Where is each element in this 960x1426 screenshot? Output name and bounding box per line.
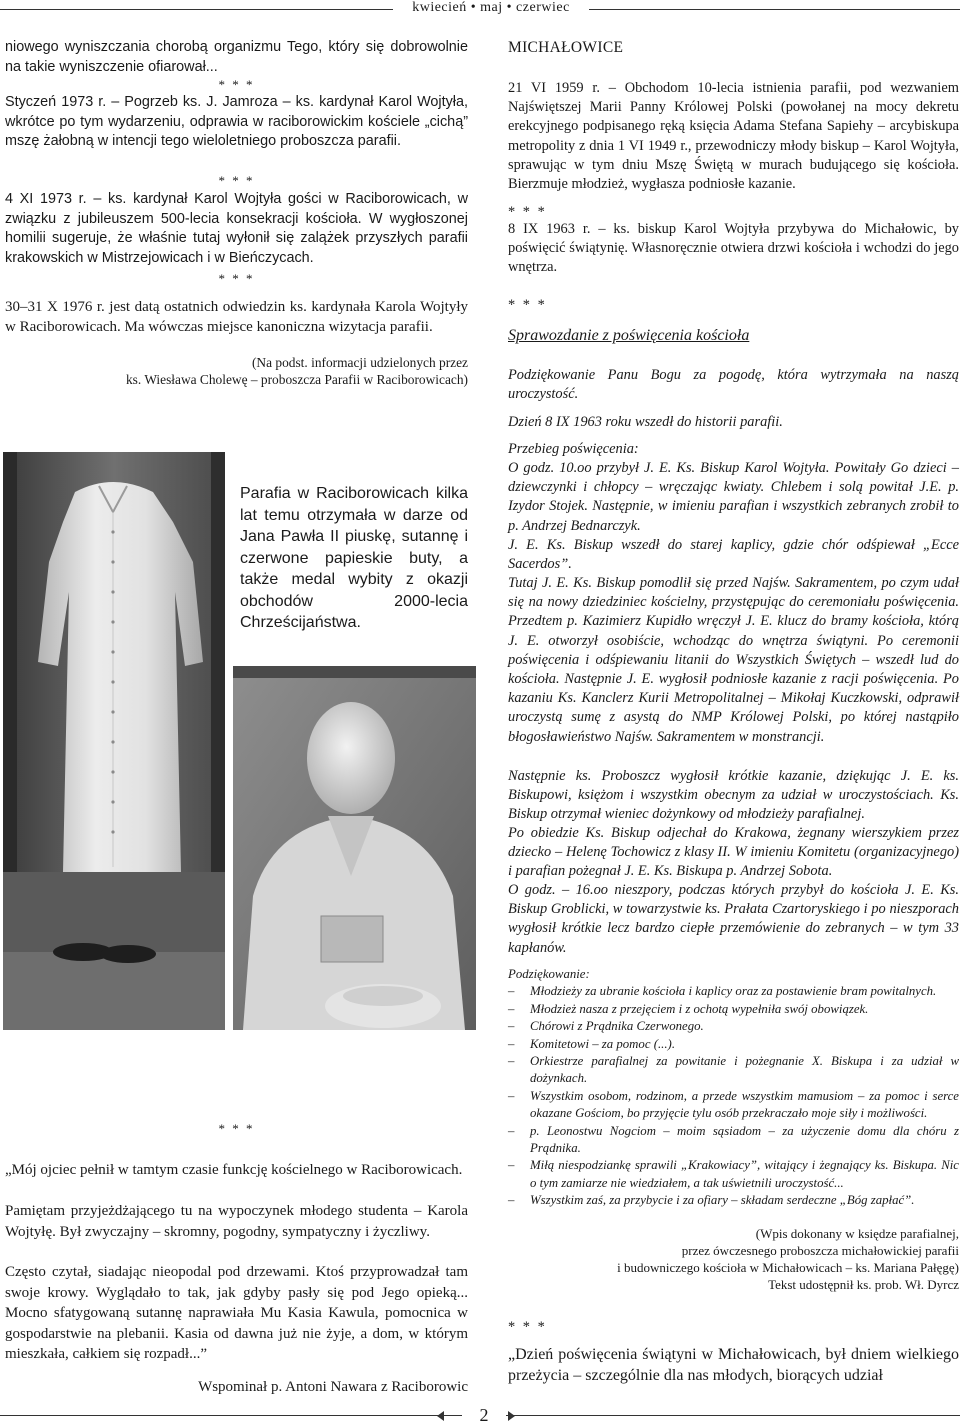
- list-item: – Orkiestrze parafialnej za powitanie i pożegnanie X. Biskupa i za udział w dożynkach.: [508, 1053, 959, 1088]
- footer-arrow-left-icon: [437, 1411, 444, 1421]
- header-rule-right: [589, 9, 960, 10]
- report-paragraph-8: Po obiedzie Ks. Biskup odjechał do Krakowa, żegnany wierszykiem przez dziecko – Helenę Tochowicz z klasy II. W imieniu Komitetu (organizacyjnego) i parafian pożegnał J. E. Ks. Biskupa p. Andrzej Sobota.: [508, 825, 959, 880]
- report-paragraph-6: Tutaj J. E. Ks. Biskup pomodlił się przed Najśw. Sakramentem, po czym udał się na nowy dziedziniec kościelny, przystępując do ceremoniału poświęcenia. Przedtem p. Kazimierz Kupidło wręczył J. E. klucz do bramy kościoła, którą J. E. otworzył osobiście, wchodząc do wnętrza świątyni. Po ceremonii poświęcenia i odśpiewaniu litanii do Wszystkich Świętych – wszedł lud do kościoła. Następnie J. E. wygłosił podniosłe kazanie z racji poświęcenia. Po kazaniu Ks. Kanclerz Kurii Metropolitalnej – Mikołaj Kuczkowski, odprawił uroczystą sumę z asystą do NMP Królowej Polski, po której nastąpiło błogosławieństwo Najśw. Sakramentem w monstrancji.: [508, 575, 959, 745]
- report-paragraph-5: J. E. Ks. Biskup wszedł do starej kaplicy, gdzie chór odśpiewał „Ecce Sacerdos”.: [508, 537, 959, 573]
- list-item: – Młodzieży za ubranie kościoła i kaplicy oraz za postawienie bram powitalnych.: [508, 983, 959, 1000]
- note-line: przez ówczesnego proboszcza michałowickiej parafii: [681, 1243, 959, 1258]
- source-note-line-1: (Na podst. informacji udzielonych przez: [251, 355, 468, 370]
- left-paragraph-4: 30–31 X 1976 r. jest datą ostatnich odwiedzin ks. kardynała Karola Wojtyły w Raciborowicach. Ma wówczas miejsce kanoniczna wizytacja parafii.: [5, 299, 468, 335]
- section-divider: * * *: [508, 1319, 547, 1335]
- list-item: – Komitetowi – za pomoc (...).: [508, 1036, 959, 1053]
- left-paragraph-2: Styczeń 1973 r. – Pogrzeb ks. J. Jamroza – ks. kardynał Karol Wojtyła, wkrótce po tym wydarzeniu, odprawia w raciborowickim kościele „cichą” mszę żałobną w intencji tego wieloletniego proboszcza parafii.: [5, 94, 468, 149]
- quote-paragraph-2: Pamiętam przyjeżdżającego tu na wypoczynek młodego studenta – Karola Wojtyłę. Był zwyczajny – skromny, pogodny, sympatyczny i życzliwy.: [5, 1203, 468, 1240]
- list-item: – Chórowi z Prądnika Czerwonego.: [508, 1018, 959, 1035]
- bust-photo: [233, 666, 476, 1030]
- issue-header: kwiecień • maj • czerwiec: [412, 0, 570, 15]
- cassock-photo: [3, 452, 225, 1030]
- right-paragraph-1: 21 VI 1959 r. – Obchodom 10-lecia istnienia parafii, pod wezwaniem Najświętszej Marii Panny Królowej Polski (powołanej na mocy dekretu erekcyjnego podpisanego ręką księcia Adama Stefana Sapiehy – arcybiskupa metropolity z dnia 1 VI 1949 r., przewodniczy młody biskup – Karol Wojtyła, sprawując w tym dniu Mszę Świętą w murach budującego się kościoła. Bierzmuje młodzież, wygłasza podniosłe kazanie.: [508, 80, 959, 193]
- note-line: i budowniczego kościoła w Michałowicach – ks. Mariana Pałęgę): [617, 1260, 959, 1275]
- section-divider: * * *: [218, 1121, 255, 1136]
- page-number: 2: [479, 1405, 489, 1425]
- list-item: – Wszystkim osobom, rodzinom, a przede wszystkim mamusiom – za pomoc i serce okazane Gościom, bo przyjęcie tylu osób przekraczało moje siły i możliwości.: [508, 1088, 959, 1123]
- note-line: (Wpis dokonany w księdze parafialnej,: [755, 1226, 959, 1241]
- section-heading: MICHAŁOWICE: [508, 39, 624, 56]
- quote-paragraph-1: „Mój ojciec pełnił w tamtym czasie funkcję kościelnego w Raciborowicach.: [5, 1162, 463, 1178]
- list-item: – Młodzież nasza z przejęciem i z ochotą wypełniła swój obowiązek.: [508, 1001, 959, 1018]
- list-item: – Wszystkim zaś, za przybycie i za ofiary – składam serdeczne „Bóg zapłać”.: [508, 1192, 959, 1209]
- section-divider: * * *: [508, 297, 547, 313]
- report-title: Sprawozdanie z poświęcenia kościoła: [508, 327, 750, 344]
- thanks-list: [508, 983, 959, 1209]
- report-paragraph-9: O godz. – 16.oo nieszpory, podczas których przybył do kościoła J. E. Ks. Biskup Groblicki, w towarzystwie ks. Prałata Czartoryskiego i po nieszporach wygłosił krótkie lecz bardzo ciepłe przemówienie do zebranych – w tym 33 kapłanów.: [508, 882, 959, 956]
- note-line: Tekst udostępnił ks. prob. Wł. Dyrcz: [768, 1277, 959, 1292]
- photo-caption: Parafia w Raciborowicach kilka lat temu otrzymała w darze od Jana Pawła II piuskę, sutannę i czerwone papieskie buty, a także medal wybity z okazji obchodów 2000-lecia Chrześcijaństwa.: [240, 485, 468, 631]
- report-paragraph-3: Przebieg poświęcenia:: [508, 441, 639, 457]
- quote-attribution: Wspominał p. Antoni Nawara z Raciborowic: [198, 1379, 468, 1395]
- report-paragraph-4: O godz. 10.oo przybył J. E. Ks. Biskup Karol Wojtyła. Powitały Go dzieci – dziewczynki i chłopcy – wręczając kwiaty. Chlebem i solą powitał J.E. p. Izydor Stojek. Następnie, w imieniu parafian i wszystkich zebranych zrobił to p. Andrzej Bednarczyk.: [508, 460, 959, 534]
- section-divider: * * *: [508, 204, 547, 220]
- left-paragraph-3: 4 XI 1973 r. – ks. kardynał Karol Wojtyła gości w Raciborowicach, w związku z jubileuszem 500-lecia konsekracji kościoła. W wygłoszonej homilii sugeruje, że właśnie tutaj wyłonił się zalążek przyszłych parafii krakowskich w Mistrzejowicach i w Bieńczycach.: [5, 191, 468, 266]
- list-item: – Miłą niespodziankę sprawili „Krakowiacy”, witający i żegnający ks. Biskupa. Nic o tym zamiarze nie wiedziałem, a tak uświetnili uroczystość...: [508, 1157, 959, 1192]
- report-paragraph-1: Podziękowanie Panu Bogu za pogodę, która wytrzymała na naszą uroczystość.: [508, 367, 959, 403]
- cassock-image: [3, 452, 225, 1030]
- list-item: – p. Leonostwu Nogciom – moim sąsiadom – za użyczenie domu dla chóru z Prądnika.: [508, 1123, 959, 1158]
- section-divider: * * *: [218, 271, 255, 286]
- footer-rule-left: [0, 1415, 462, 1416]
- section-divider: * * *: [218, 77, 255, 92]
- source-note-line-2: ks. Wiesława Cholewę – proboszcza Parafii w Raciborowicach): [125, 372, 468, 387]
- left-paragraph-1: niowego wyniszczania chorobą organizmu Tego, który się dobrowolnie na takie wyniszczenie ofiarował...: [5, 39, 468, 75]
- quote-paragraph-3: Często czytał, siadając nieopodal pod drzewami. Ktoś przyprowadzał tam swoje krowy. Wyglądało to tak, jak gdyby pasły się pod Jego opieką... Mocno sfatygowaną sutannę naprawiała Mu Kasia Kawula, pomocnica w gospodarstwie na plebanii. Kasia od dawna już nie żyje, a dom, w którym mieszkała, całkiem się rozpadł...”: [5, 1264, 468, 1362]
- thanks-title: Podziękowanie:: [508, 967, 590, 981]
- report-paragraph-7: Następnie ks. Proboszcz wygłosił krótkie kazanie, dziękując J. E. ks. Biskupowi, księżom i wszystkim obecnym za udział w uroczystościach. Ks. Biskup otrzymał wieniec dożynkowy od młodzieży parafialnej.: [508, 768, 959, 823]
- parish-book-note: [508, 1225, 959, 1293]
- footer-arrow-right-icon: [508, 1411, 515, 1421]
- header-rule-left: [0, 9, 393, 10]
- right-paragraph-2: 8 IX 1963 r. – ks. biskup Karol Wojtyła przybywa do Michałowic, by poświęcić świątynię. Własnoręcznie otwiera drzwi kościoła i wchodzi do jego wnętrza.: [508, 221, 959, 276]
- report-paragraph-2: Dzień 8 IX 1963 roku wszedł do historii parafii.: [508, 414, 783, 430]
- closing-quote: „Dzień poświęcenia świątyni w Michałowicach, był dniem wielkiego przeżycia – szczególnie dla nas młodych, biorących udział: [508, 1346, 959, 1384]
- bust-image: [233, 666, 476, 1030]
- footer-rule-right: [506, 1415, 960, 1416]
- thanks-section: [508, 966, 959, 1210]
- section-divider: * * *: [218, 173, 255, 188]
